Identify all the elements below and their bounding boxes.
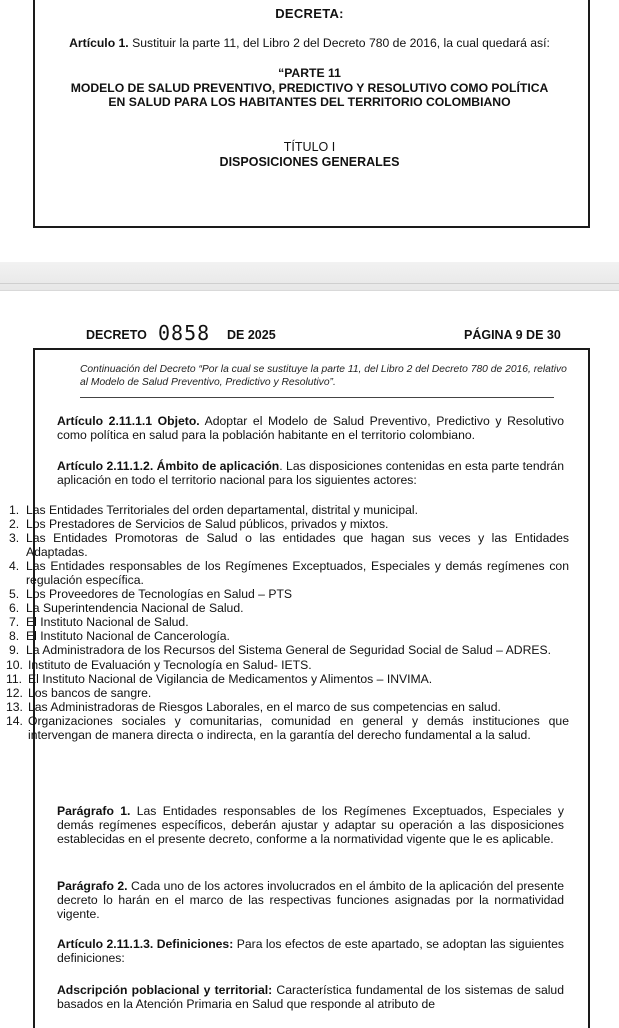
list-item-text: Organizaciones sociales y comunitarias, comunidad en general y demás instituciones que intervengan de manera directa o indirecta, en la garantía del derecho fundamental a la salud. <box>28 713 569 742</box>
list-item-number: 4. <box>9 559 20 574</box>
list-item-text: Las Entidades Territoriales del orden departamental, distrital y municipal. <box>26 503 419 517</box>
paragrafo-1-text: Las Entidades responsables de los Regímenes Exceptuados, Especiales y demás regímenes específicos, deberán ajustar y adaptar su operación a las disposiciones establecidas en el presente decreto, conforme a la normatividad vigente que le es aplicable. <box>57 804 564 846</box>
list-item <box>6 699 569 714</box>
list-item-number: 10. <box>6 657 23 672</box>
list-item <box>9 615 569 629</box>
list-item <box>9 629 569 643</box>
article-1 <box>0 36 619 50</box>
article-ambito-label: Artículo 2.11.1.2. Ámbito de aplicación <box>57 459 280 473</box>
list-item-number: 2. <box>9 517 20 532</box>
list-item-number: 3. <box>9 531 20 546</box>
list-item-number: 8. <box>9 629 20 644</box>
list-item-text: El Instituto Nacional de Vigilancia de Medicamentos y Alimentos – INVIMA. <box>28 671 433 686</box>
list-item <box>9 587 569 601</box>
list-item <box>6 685 569 700</box>
page-header <box>0 321 619 346</box>
list-item-text: El Instituto Nacional de Cancerología. <box>26 629 230 644</box>
list-item <box>6 657 569 672</box>
paragrafo-2-label: Parágrafo 2. <box>57 879 128 893</box>
article-objeto-text: Adoptar el Modelo de Salud Preventivo, Predictivo y Resolutivo como política en salud para la población habitante en el territorio colombiano. <box>57 414 564 442</box>
list-item <box>9 531 569 559</box>
paragrafo-1-label: Parágrafo 1. <box>57 804 131 818</box>
article-1-text: Sustituir la parte 11, del Libro 2 del Decreto 780 de 2016, la cual quedará así: <box>128 36 550 50</box>
list-item-text: Las Entidades responsables de los Regímenes Exceptuados, Especiales y demás regímenes con regulación específica. <box>26 559 569 588</box>
article-definiciones-label: Artículo 2.11.1.3. Definiciones: <box>57 937 234 951</box>
header-decreto: DECRETO <box>86 328 147 342</box>
parte-line-3: EN SALUD PARA LOS HABITANTES DEL TERRITORIO COLOMBIANO <box>108 95 511 109</box>
list-item <box>9 503 569 517</box>
list-item <box>9 601 569 615</box>
list-item-text: Instituto de Evaluación y Tecnología en Salud- IETS. <box>28 657 312 672</box>
actores-list <box>6 503 569 742</box>
list-item-text: Los bancos de sangre. <box>28 685 152 700</box>
definition-adscripcion-label: Adscripción poblacional y territorial: <box>57 983 273 997</box>
article-ambito-text: . Las disposiciones contenidas en esta parte tendrán aplicación en todo el territorio nacional para los siguientes actores: <box>57 459 564 487</box>
list-item-text: Las Entidades Promotoras de Salud o las entidades que hagan sus veces y las Entidades Adaptadas. <box>26 531 569 560</box>
list-item <box>9 643 569 657</box>
parte-11-heading <box>0 66 619 110</box>
page-separator <box>0 283 619 284</box>
list-item <box>6 713 569 742</box>
previous-page-bottom <box>0 0 619 262</box>
article-definiciones <box>57 937 564 965</box>
header-page-number: PÁGINA 9 DE 30 <box>464 328 561 342</box>
list-item <box>9 559 569 587</box>
definition-adscripcion-text: Característica fundamental de los sistemas de salud basados en la Atención Primaria en Salud que responde al atributo de <box>57 983 564 1011</box>
paragrafo-2-text: Cada uno de los actores involucrados en el ámbito de la aplicación del presente decreto lo harán en el marco de las respectivas funciones asignadas por la normatividad vigente. <box>57 879 564 921</box>
article-1-label: Artículo 1. <box>69 36 129 50</box>
titulo-line-1: TÍTULO I <box>283 140 336 154</box>
header-year: DE 2025 <box>227 328 276 342</box>
titulo-line-2: DISPOSICIONES GENERALES <box>219 154 400 169</box>
parte-line-1: “PARTE 11 <box>278 66 341 80</box>
list-item-number: 6. <box>9 601 20 616</box>
article-ambito <box>57 459 564 487</box>
decreta-heading: DECRETA: <box>275 6 344 21</box>
list-item-text: Los Proveedores de Tecnologías en Salud – PTS <box>26 587 293 602</box>
list-item-text: Las Administradoras de Riesgos Laborales, en el marco de sus competencias en salud. <box>28 699 501 714</box>
definition-adscripcion <box>57 983 564 1011</box>
article-objeto <box>57 414 564 442</box>
list-item <box>6 671 569 686</box>
list-item-number: 7. <box>9 615 20 630</box>
list-item-number: 5. <box>9 587 20 602</box>
paragrafo-1 <box>57 804 564 846</box>
article-objeto-label: Artículo 2.11.1.1 Objeto. <box>57 414 200 428</box>
list-item-number: 1. <box>9 503 20 517</box>
list-item-text: La Superintendencia Nacional de Salud. <box>26 601 244 616</box>
list-item-number: 11. <box>6 671 23 686</box>
continuation-note: Continuación del Decreto “Por la cual se sustituye la parte 11, del Libro 2 del Decreto 780 de 2016, relativo al Modelo de Salud Preventivo, Predictivo y Resolutivo”. <box>80 364 567 388</box>
parte-line-2: MODELO DE SALUD PREVENTIVO, PREDICTIVO Y RESOLUTIVO COMO POLÍTICA <box>70 80 549 95</box>
titulo-heading <box>0 140 619 169</box>
list-item <box>9 517 569 531</box>
list-item-number: 9. <box>9 643 20 658</box>
article-definiciones-text: Para los efectos de este apartado, se adoptan las siguientes definiciones: <box>57 937 564 965</box>
paragrafo-2 <box>57 879 564 921</box>
header-decree-number: 0858 <box>158 321 211 345</box>
list-item-number: 12. <box>6 685 23 700</box>
list-item-text: Los Prestadores de Servicios de Salud públicos, privados y mixtos. <box>26 517 389 532</box>
list-item-number: 13. <box>6 699 23 714</box>
decree-frame-top <box>33 0 590 228</box>
list-item-text: El Instituto Nacional de Salud. <box>26 615 189 630</box>
list-item-text: La Administradora de los Recursos del Sistema General de Seguridad Social de Salud – ADRES. <box>26 643 552 658</box>
page-separator-2 <box>0 290 619 291</box>
page-gap <box>0 262 619 290</box>
continuation-rule <box>80 397 554 398</box>
list-item-number: 14. <box>6 713 23 728</box>
